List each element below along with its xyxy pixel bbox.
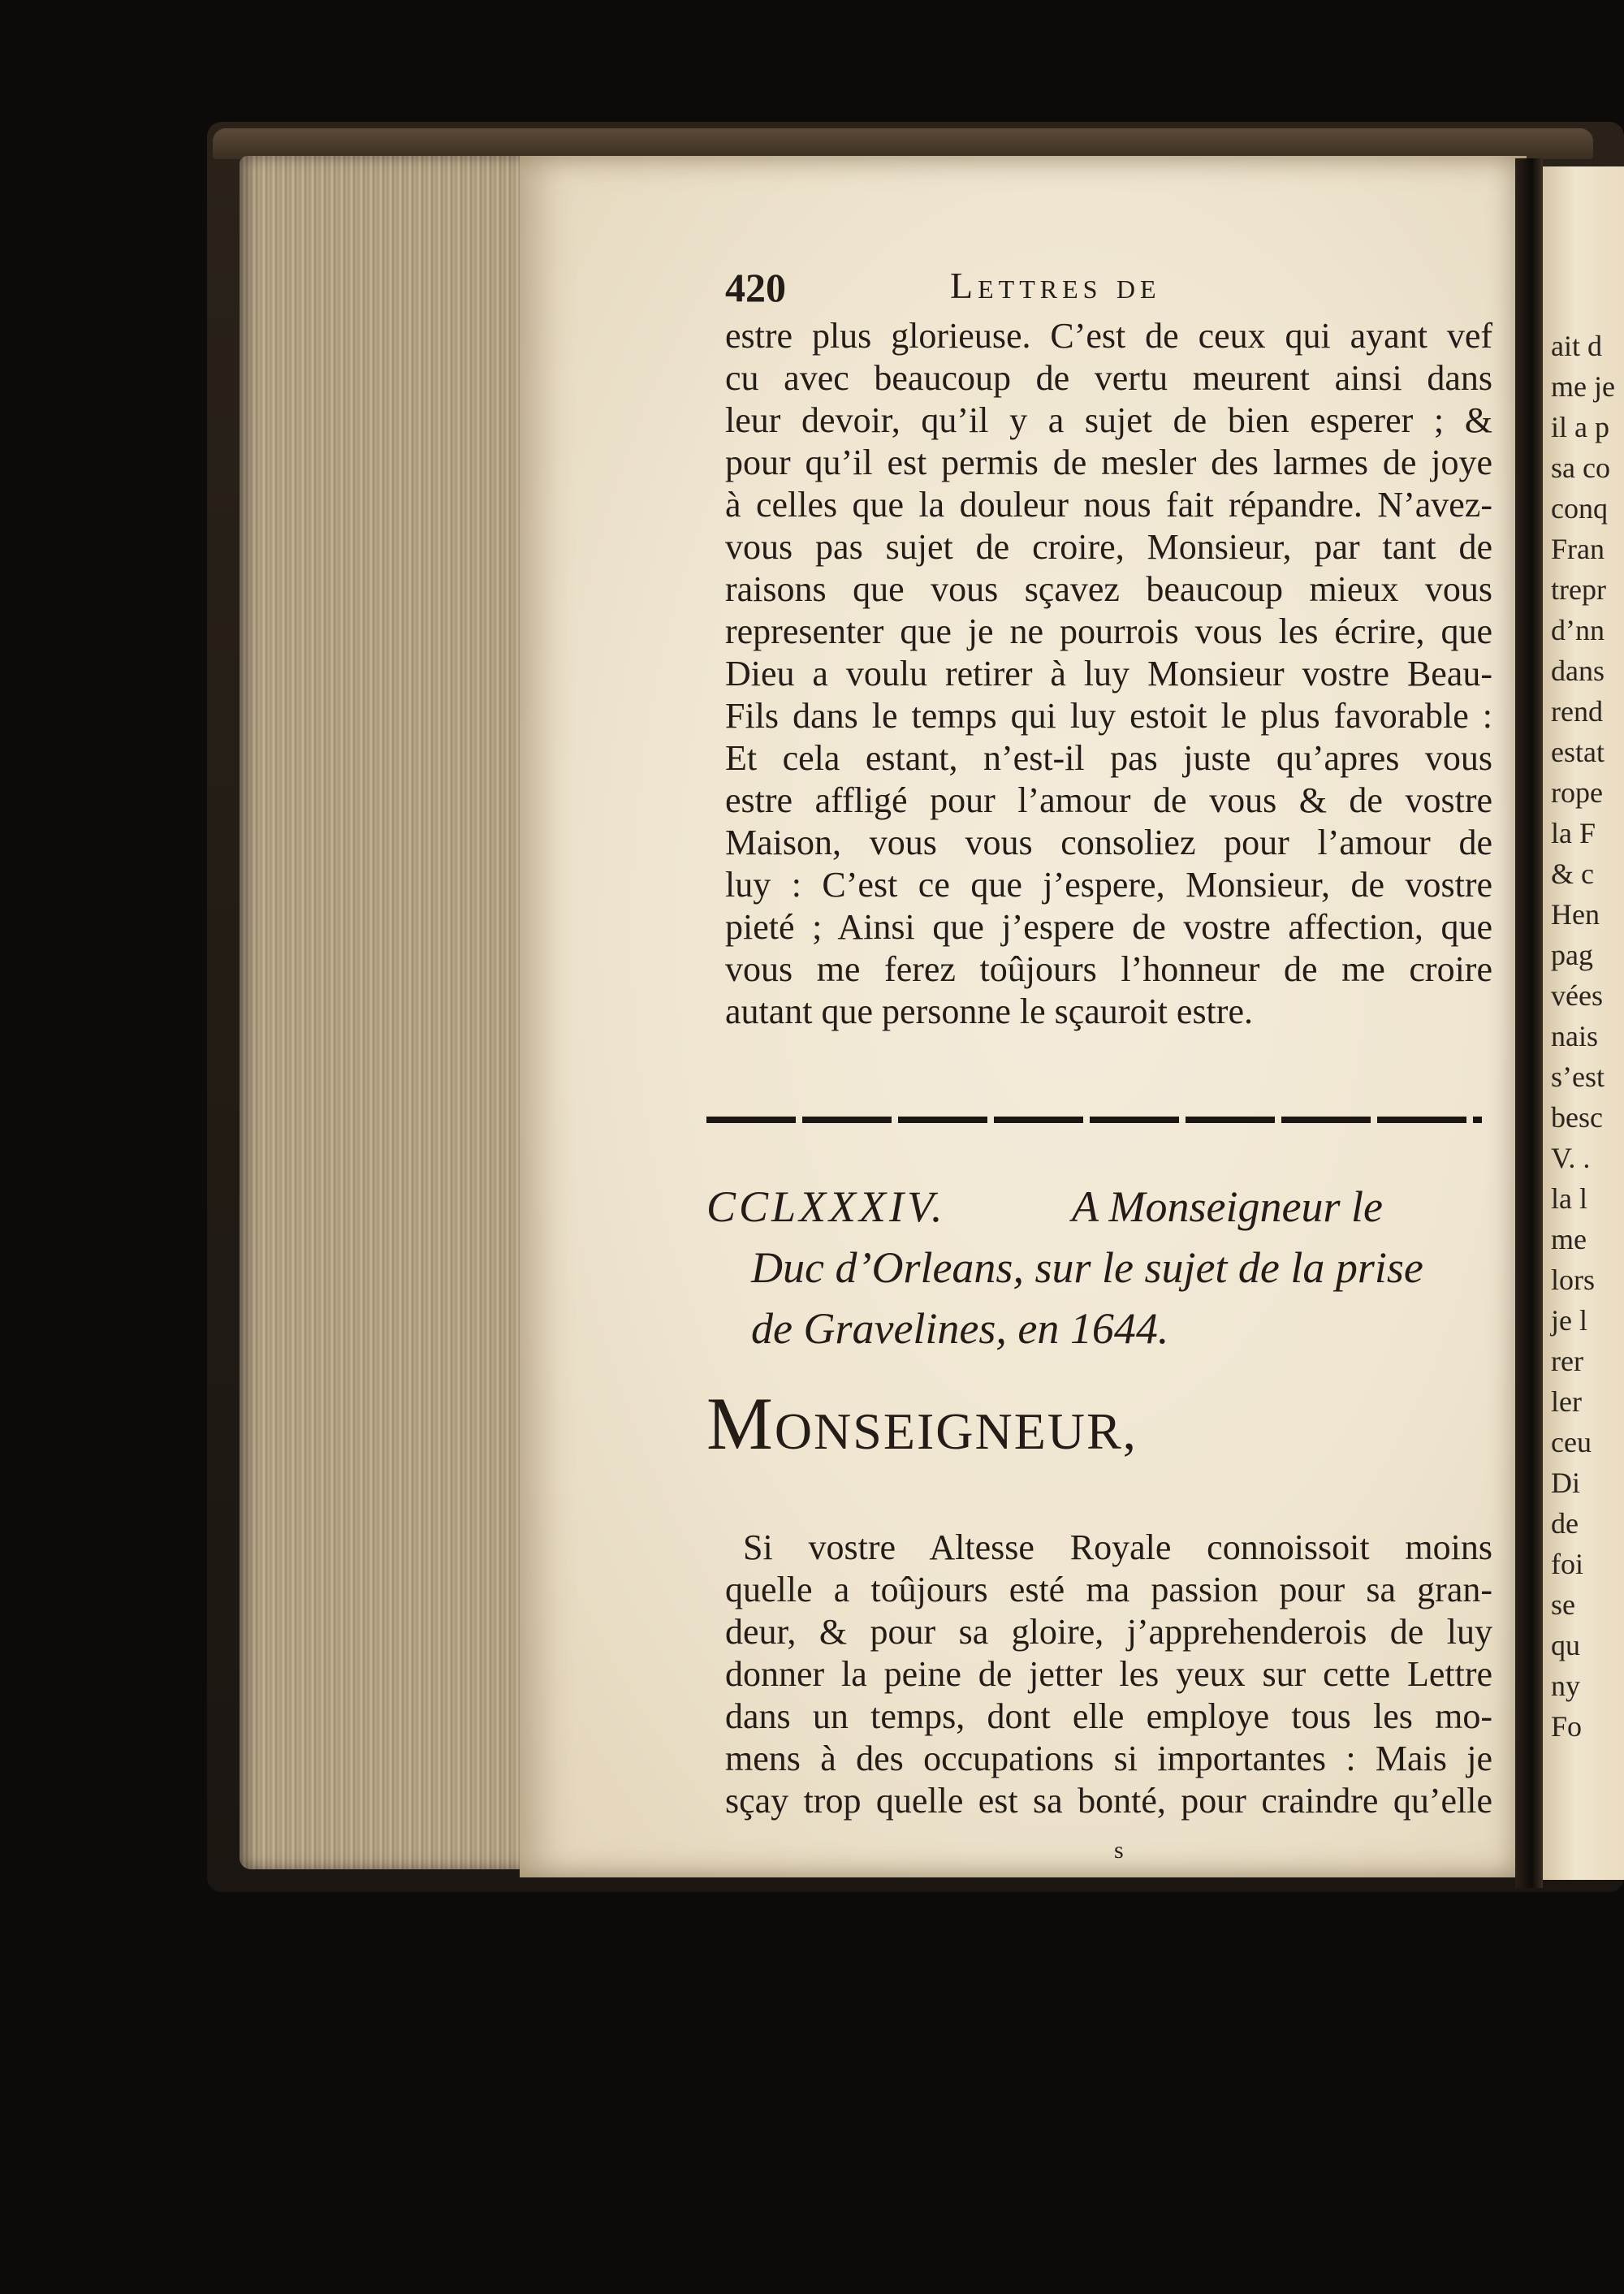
- text-line: vous me ferez toûjours l’honneur de me croire: [725, 949, 1492, 989]
- text-line: Fils dans le temps qui luy estoit le plus favorable :: [725, 696, 1492, 736]
- right-page-fragment: rer: [1551, 1345, 1583, 1377]
- text-line: pour qu’il est permis de mesler des larmes de joye: [725, 443, 1492, 482]
- right-page-fragment: vées: [1551, 979, 1603, 1012]
- text-line: deur, & pour sa gloire, j’apprehenderois de luy: [725, 1612, 1492, 1652]
- text-line: autant que personne le sçauroit estre.: [725, 991, 1253, 1031]
- right-page-fragment: de: [1551, 1507, 1579, 1540]
- right-page-fragment: ny: [1551, 1670, 1580, 1702]
- right-page-fragment: Di: [1551, 1467, 1580, 1499]
- right-page-fragment: rend: [1551, 695, 1603, 728]
- text-line: estre plus glorieuse. C’est de ceux qui ayant vef: [725, 316, 1492, 356]
- letter-heading-line: de Gravelines, en 1644.: [751, 1304, 1169, 1353]
- running-head: Lettres de: [950, 265, 1161, 306]
- text-line: vous pas sujet de croire, Monsieur, par tant de: [725, 527, 1492, 567]
- salutation-rest: ONSEIGNEUR,: [774, 1402, 1138, 1460]
- folio-mark: s: [1114, 1837, 1124, 1864]
- right-page-fragment: me: [1551, 1223, 1587, 1255]
- page-number: 420: [725, 265, 786, 310]
- text-line: estre affligé pour l’amour de vous & de vostre: [725, 780, 1492, 820]
- right-page-fragment: s’est: [1551, 1061, 1605, 1093]
- right-page-fragment: la F: [1551, 817, 1596, 849]
- right-page-fragment: qu: [1551, 1629, 1580, 1661]
- text-line: raisons que vous sçavez beaucoup mieux vous: [725, 569, 1492, 609]
- right-page-fragment: nais: [1551, 1020, 1598, 1052]
- right-page-fragment: me je: [1551, 370, 1615, 403]
- text-line: mens à des occupations si importantes : Mais je: [725, 1739, 1492, 1778]
- text-line: donner la peine de jetter les yeux sur cette Lettre: [725, 1654, 1492, 1694]
- letter-heading-line: A Monseigneur le: [1072, 1182, 1383, 1231]
- text-line: quelle a toûjours esté ma passion pour sa gran-: [725, 1570, 1492, 1609]
- book-gutter: [1515, 158, 1543, 1888]
- right-page-fragment: Fran: [1551, 533, 1605, 565]
- letter-number: CCLXXXIV.: [706, 1182, 946, 1231]
- right-page-fragment: je l: [1551, 1304, 1587, 1337]
- right-page-fragment: pag: [1551, 939, 1593, 971]
- right-page-fragment: & c: [1551, 858, 1594, 890]
- right-page-fragment: dans: [1551, 655, 1605, 687]
- right-page-fragment: estat: [1551, 736, 1605, 768]
- right-page-fragment: rope: [1551, 776, 1603, 809]
- text-line: pieté ; Ainsi que j’espere de vostre affection, que: [725, 907, 1492, 947]
- text-line: luy : C’est ce que j’espere, Monsieur, de vostre: [725, 865, 1492, 905]
- book-top-edge: [213, 128, 1593, 159]
- right-page-fragment: la l: [1551, 1182, 1587, 1215]
- right-page-fragment: conq: [1551, 492, 1608, 525]
- right-page-fragment: foi: [1551, 1548, 1583, 1580]
- salutation: [706, 1380, 1138, 1467]
- section-rule: [706, 1117, 1482, 1123]
- right-page-fragment: ler: [1551, 1385, 1582, 1418]
- right-page-fragment: besc: [1551, 1101, 1603, 1134]
- text-line: Si vostre Altesse Royale connoissoit moins: [743, 1527, 1492, 1567]
- right-page-fragment: il a p: [1551, 411, 1609, 443]
- text-line: Dieu a voulu retirer à luy Monsieur vostre Beau-: [725, 654, 1492, 693]
- right-page-fragment: V. .: [1551, 1142, 1591, 1174]
- right-page-fragment: trepr: [1551, 573, 1606, 606]
- letter-heading-line: Duc d’Orleans, sur le sujet de la prise: [751, 1243, 1423, 1292]
- page-block-edges: [240, 156, 532, 1869]
- text-line: leur devoir, qu’il y a sujet de bien esperer ; &: [725, 400, 1492, 440]
- text-line: Maison, vous vous consoliez pour l’amour de: [725, 823, 1492, 862]
- right-page-fragment: se: [1551, 1588, 1575, 1621]
- right-page-fragment: sa co: [1551, 451, 1610, 484]
- right-page-fragment: d’nn: [1551, 614, 1605, 646]
- text-line: à celles que la douleur nous fait répandre. N’avez-: [725, 485, 1492, 525]
- text-line: cu avec beaucoup de vertu meurent ainsi dans: [725, 358, 1492, 398]
- right-page-edge: [1543, 166, 1624, 1880]
- text-line: dans un temps, dont elle employe tous les mo-: [725, 1696, 1492, 1736]
- salutation-initial: M: [706, 1382, 775, 1465]
- right-page-fragment: Fo: [1551, 1710, 1583, 1743]
- text-line: representer que je ne pourrois vous les écrire, que: [725, 611, 1492, 651]
- right-page-fragment: Hen: [1551, 898, 1600, 931]
- right-page-fragment: ceu: [1551, 1426, 1592, 1458]
- right-page-fragment: ait d: [1551, 330, 1602, 362]
- right-page-fragment: lors: [1551, 1264, 1595, 1296]
- text-line: Et cela estant, n’est-il pas juste qu’apres vous: [725, 738, 1492, 778]
- text-line: sçay trop quelle est sa bonté, pour craindre qu’elle: [725, 1781, 1492, 1821]
